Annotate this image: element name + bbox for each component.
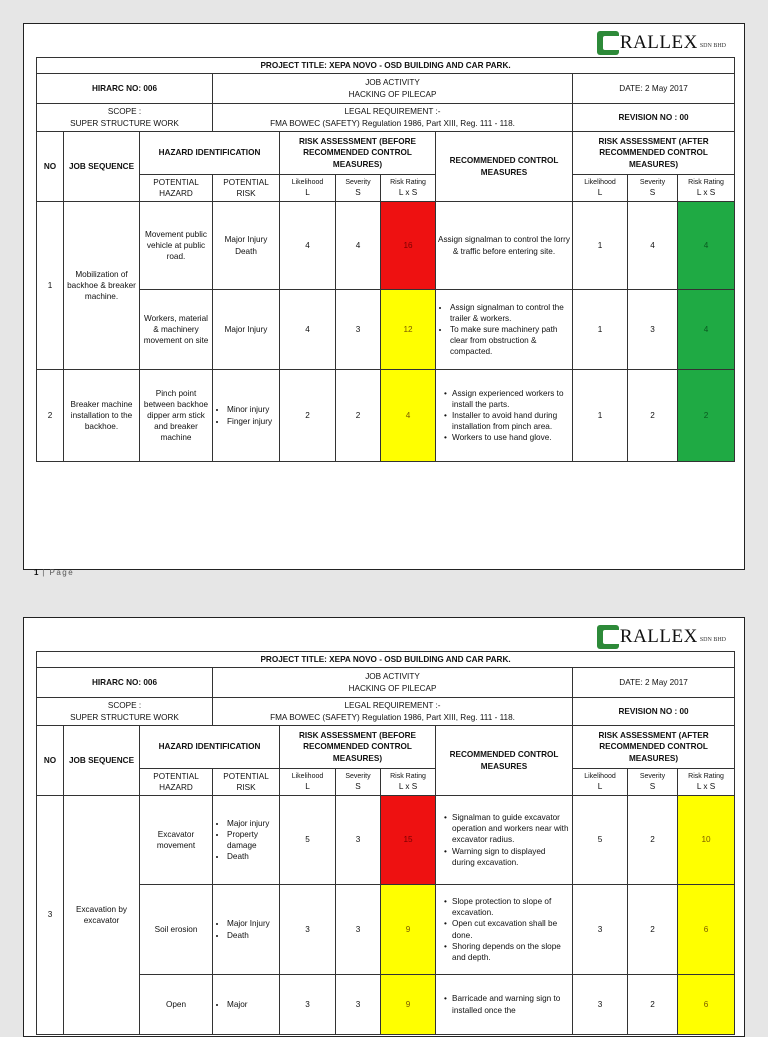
potential-risk: Major Injury Death [213,202,280,290]
likelihood-after: 1 [573,290,628,370]
severity: 4 [336,202,381,290]
job-sequence: Breaker machine installation to the backhoe. [64,370,140,462]
col-no: NO [37,726,64,796]
potential-hazard: Pinch point between backhoe dipper arm stick and breaker machine [140,370,213,462]
severity: 3 [336,885,381,975]
risk-item: • Death [227,930,277,941]
risk-item: • Property damage [227,829,277,851]
hirarc-table [36,57,735,462]
job-activity-cell: JOB ACTIVITY HACKING OF PILECAP [213,668,573,698]
severity: 2 [336,370,381,462]
measure-item: • Signalman to guide excavator operation and workers near with excavator radius. [446,812,570,845]
col-risk-rating: Risk Rating L x S [381,175,436,202]
risk-rating: 9 [381,885,436,975]
measure-item: • To make sure machinery path clear from obstruction & compacted. [450,324,570,357]
logo-mark-icon [597,30,619,56]
col-risk-rating: Risk Rating L x S [381,769,436,796]
severity: 3 [336,796,381,885]
table-row [37,290,735,370]
job-activity-cell: JOB ACTIVITY HACKING OF PILECAP [213,74,573,104]
risk-rating: 12 [381,290,436,370]
col-hazard-identification: HAZARD IDENTIFICATION [140,132,280,175]
potential-risk [213,885,280,975]
risk-rating: 4 [381,370,436,462]
hirarc-number: HIRARC NO: 006 [37,668,213,698]
likelihood: 5 [280,796,336,885]
likelihood: 4 [280,290,336,370]
date-cell: DATE: 2 May 2017 [573,74,735,104]
severity: 3 [336,975,381,1035]
control-measures [436,885,573,975]
risk-item: • Minor injury [227,404,277,415]
severity-after: 3 [628,290,678,370]
hirarc-number: HIRARC NO: 006 [37,74,213,104]
revision-cell: REVISION NO : 00 [573,104,735,132]
page-footer: 1 | Page [34,568,75,577]
job-sequence: Mobilization of backhoe & breaker machine. [64,202,140,370]
measure-item: • Open cut excavation shall be done. [446,918,570,940]
logo-mark-icon [597,624,619,650]
severity-after: 2 [628,975,678,1035]
col-potential-risk: POTENTIAL RISK [213,769,280,796]
severity-after: 4 [628,202,678,290]
row-number: 2 [37,370,64,462]
risk-item: • Death [227,851,277,862]
potential-risk [213,370,280,462]
col-potential-hazard: POTENTIAL HAZARD [140,769,213,796]
col-likelihood-after: Likelihood L [573,175,628,202]
control-measures [436,290,573,370]
likelihood: 3 [280,975,336,1035]
col-likelihood: Likelihood L [280,175,336,202]
document-page-2 [23,617,745,1037]
likelihood-after: 1 [573,370,628,462]
revision-cell: REVISION NO : 00 [573,698,735,726]
potential-risk [213,975,280,1035]
hirarc-table [36,651,735,1035]
table-row [37,885,735,975]
risk-rating-after: 6 [678,885,735,975]
severity: 3 [336,290,381,370]
control-measures [436,796,573,885]
table-row [37,975,735,1035]
date-cell: DATE: 2 May 2017 [573,668,735,698]
likelihood-after: 1 [573,202,628,290]
likelihood: 3 [280,885,336,975]
potential-risk: Major Injury [213,290,280,370]
potential-risk [213,796,280,885]
project-title: PROJECT TITLE: XEPA NOVO - OSD BUILDING AND CAR PARK. [37,58,735,74]
col-severity-after: Severity S [628,769,678,796]
col-severity-after: Severity S [628,175,678,202]
measure-item: • Warning sign to displayed during excavation. [446,846,570,868]
risk-rating-after: 2 [678,370,735,462]
col-risk-rating-after: Risk Rating L x S [678,175,735,202]
potential-hazard: Open [140,975,213,1035]
company-logo: RALLEX SDN BHD [597,30,726,56]
legal-requirement-cell: LEGAL REQUIREMENT :- FMA BOWEC (SAFETY) Regulation 1986, Part XIII, Reg. 111 - 118. [213,104,573,132]
document-page-1 [23,23,745,570]
col-risk-before: RISK ASSESSMENT (BEFORE RECOMMENDED CONTROL MEASURES) [280,726,436,769]
col-severity: Severity S [336,769,381,796]
col-potential-risk: POTENTIAL RISK [213,175,280,202]
risk-item: • Major injury [227,818,277,829]
control-measures [436,975,573,1035]
measure-item: • Assign signalman to control the trailer & workers. [450,302,570,324]
risk-item: • Major [227,999,277,1010]
col-job-sequence: JOB SEQUENCE [64,132,140,202]
risk-item: • Major Injury [227,918,277,929]
risk-rating: 16 [381,202,436,290]
row-number: 1 [37,202,64,370]
severity-after: 2 [628,885,678,975]
col-risk-before: RISK ASSESSMENT (BEFORE RECOMMENDED CONTROL MEASURES) [280,132,436,175]
control-measures: Assign signalman to control the lorry & traffic before entering site. [436,202,573,290]
table-row [37,202,735,290]
col-potential-hazard: POTENTIAL HAZARD [140,175,213,202]
risk-rating: 15 [381,796,436,885]
risk-item: • Finger injury [227,416,277,427]
scope-cell: SCOPE : SUPER STRUCTURE WORK [37,698,213,726]
legal-requirement-cell: LEGAL REQUIREMENT :- FMA BOWEC (SAFETY) Regulation 1986, Part XIII, Reg. 111 - 118. [213,698,573,726]
col-likelihood-after: Likelihood L [573,769,628,796]
risk-rating-after: 10 [678,796,735,885]
likelihood-after: 3 [573,885,628,975]
measure-item: • Shoring depends on the slope and depth. [446,941,570,963]
likelihood-after: 3 [573,975,628,1035]
measure-item: • Slope protection to slope of excavation. [446,896,570,918]
control-measures [436,370,573,462]
col-recommended: RECOMMENDED CONTROL MEASURES [436,726,573,796]
measure-item: • Assign experienced workers to install the parts. [446,388,570,410]
col-risk-rating-after: Risk Rating L x S [678,769,735,796]
scope-cell: SCOPE : SUPER STRUCTURE WORK [37,104,213,132]
measure-item: • Installer to avoid hand during installation from pinch area. [446,410,570,432]
severity-after: 2 [628,370,678,462]
table-row [37,370,735,462]
col-recommended: RECOMMENDED CONTROL MEASURES [436,132,573,202]
likelihood-after: 5 [573,796,628,885]
col-no: NO [37,132,64,202]
job-sequence: Excavation by excavator [64,796,140,1035]
risk-rating-after: 6 [678,975,735,1035]
risk-rating-after: 4 [678,202,735,290]
col-severity: Severity S [336,175,381,202]
potential-hazard: Soil erosion [140,885,213,975]
measure-item: • Barricade and warning sign to installed once the [446,993,570,1015]
col-likelihood: Likelihood L [280,769,336,796]
potential-hazard: Workers, material & machinery movement on site [140,290,213,370]
likelihood: 2 [280,370,336,462]
col-hazard-identification: HAZARD IDENTIFICATION [140,726,280,769]
project-title: PROJECT TITLE: XEPA NOVO - OSD BUILDING AND CAR PARK. [37,652,735,668]
severity-after: 2 [628,796,678,885]
likelihood: 4 [280,202,336,290]
col-risk-after: RISK ASSESSMENT (AFTER RECOMMENDED CONTROL MEASURES) [573,132,735,175]
col-job-sequence: JOB SEQUENCE [64,726,140,796]
risk-rating-after: 4 [678,290,735,370]
col-risk-after: RISK ASSESSMENT (AFTER RECOMMENDED CONTROL MEASURES) [573,726,735,769]
risk-rating: 9 [381,975,436,1035]
company-logo: RALLEX SDN BHD [597,624,726,650]
table-row [37,796,735,885]
potential-hazard: Excavator movement [140,796,213,885]
measure-item: • Workers to use hand glove. [446,432,570,443]
potential-hazard: Movement public vehicle at public road. [140,202,213,290]
row-number: 3 [37,796,64,1035]
